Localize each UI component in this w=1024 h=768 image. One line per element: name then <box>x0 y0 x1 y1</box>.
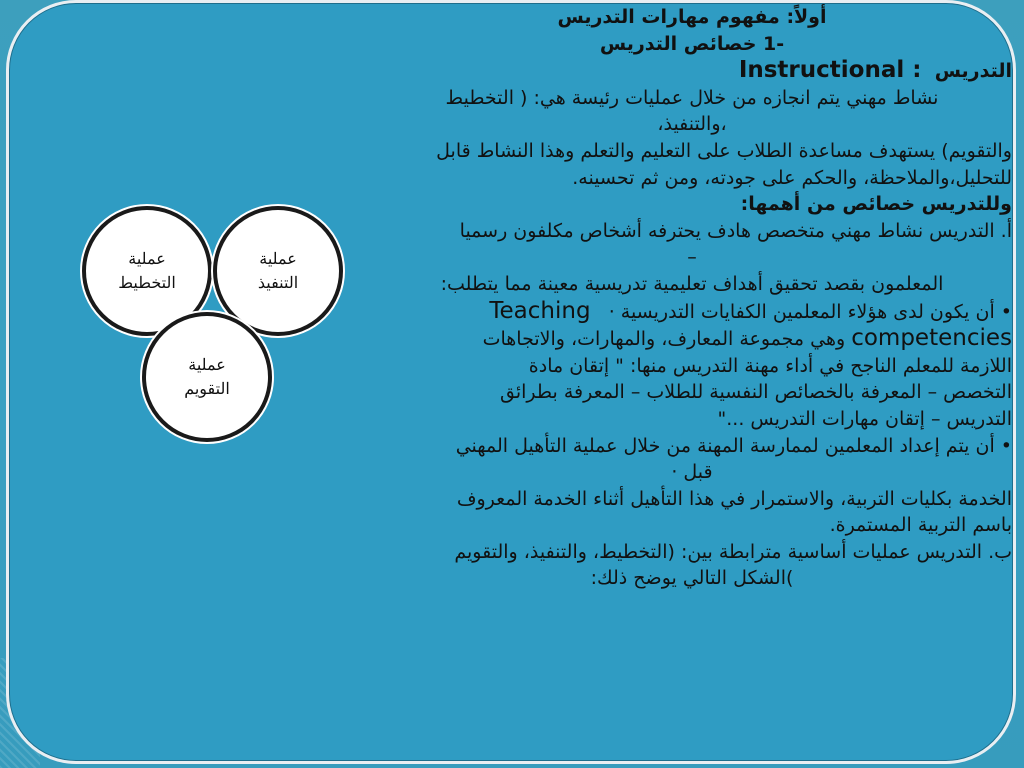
execution-label: عملية التنفيذ <box>257 249 299 292</box>
term-english: Instructional : <box>738 57 922 84</box>
bullet1-english2: competencies <box>851 325 1012 352</box>
bullet1-line4: التخصص – المعرفة بالخصائص النفسية للطلاب – المعرفة بطرائق <box>500 381 1012 404</box>
slide-text <box>372 4 1012 592</box>
paragraph2-line2: للتحليل،والملاحظة، والحكم على جودته، ومن ثم تحسينه. <box>572 166 1012 189</box>
bullet1-text2: وهي مجموعة المعارف، والمهارات، والاتجاهات <box>482 328 846 351</box>
bullet1-english1: Teaching <box>489 297 591 324</box>
bullet1-text: • أن يكون لدى هؤلاء المعلمين الكفايات التدريسية · <box>608 300 1012 323</box>
bullet2-line2: قبل · <box>671 461 713 484</box>
evaluation-circle <box>142 312 272 442</box>
point-a-line3: المعلمون بقصد تحقيق أهداف تعليمية تدريسية معينة مما يتطلب: <box>440 272 944 295</box>
slide-heading: أولاً: مفهوم مهارات التدريس <box>557 6 827 28</box>
teaching-process-diagram <box>80 200 360 430</box>
bullet2-line4: باسم التربية المستمرة. <box>829 514 1012 537</box>
characteristics-heading: وللتدريس خصائص من أهمها: <box>740 193 1012 216</box>
paragraph1-line2: ،والتنفيذ، <box>657 113 727 136</box>
bullet1-line5: التدريس – إتقان مهارات التدريس ..." <box>717 407 1012 430</box>
bullet1-line1 <box>372 298 1012 326</box>
paragraph2-line1: والتقويم) يستهدف مساعدة الطلاب على التعليم والتعلم وهذا النشاط قابل <box>436 139 1012 162</box>
point-a-line2: – <box>687 246 697 269</box>
paragraph1-line1: نشاط مهني يتم انجازه من خلال عمليات رئيسة هي: ( التخطيط <box>445 86 939 109</box>
term-label: التدريس <box>934 60 1012 83</box>
bullet1-line3: اللازمة للمعلم الناجح في أداء مهنة التدريس منها: " إتقان مادة <box>528 354 1012 377</box>
point-b-line2: )الشكل التالي يوضح ذلك: <box>590 567 794 590</box>
evaluation-label: عملية التقويم <box>184 355 230 398</box>
point-b-line1: ب. التدريس عمليات أساسية مترابطة بين: (التخطيط، والتنفيذ، والتقويم <box>454 540 1012 563</box>
bullet1-line2 <box>372 325 1012 353</box>
term-line <box>372 57 1012 85</box>
planning-label: عملية التخطيط <box>118 249 176 292</box>
point-a-line1: أ. التدريس نشاط مهني متخصص هادف يحترفه أشخاص مكلفون رسميا <box>459 219 1012 242</box>
bullet2-line3: الخدمة بكليات التربية، والاستمرار في هذا التأهيل أثناء الخدمة المعروف <box>456 487 1012 510</box>
bullet2-line1: • أن يتم إعداد المعلمين لممارسة المهنة من خلال عملية التأهيل المهني <box>455 434 1012 457</box>
slide-subheading: -1 خصائص التدريس <box>599 32 785 55</box>
